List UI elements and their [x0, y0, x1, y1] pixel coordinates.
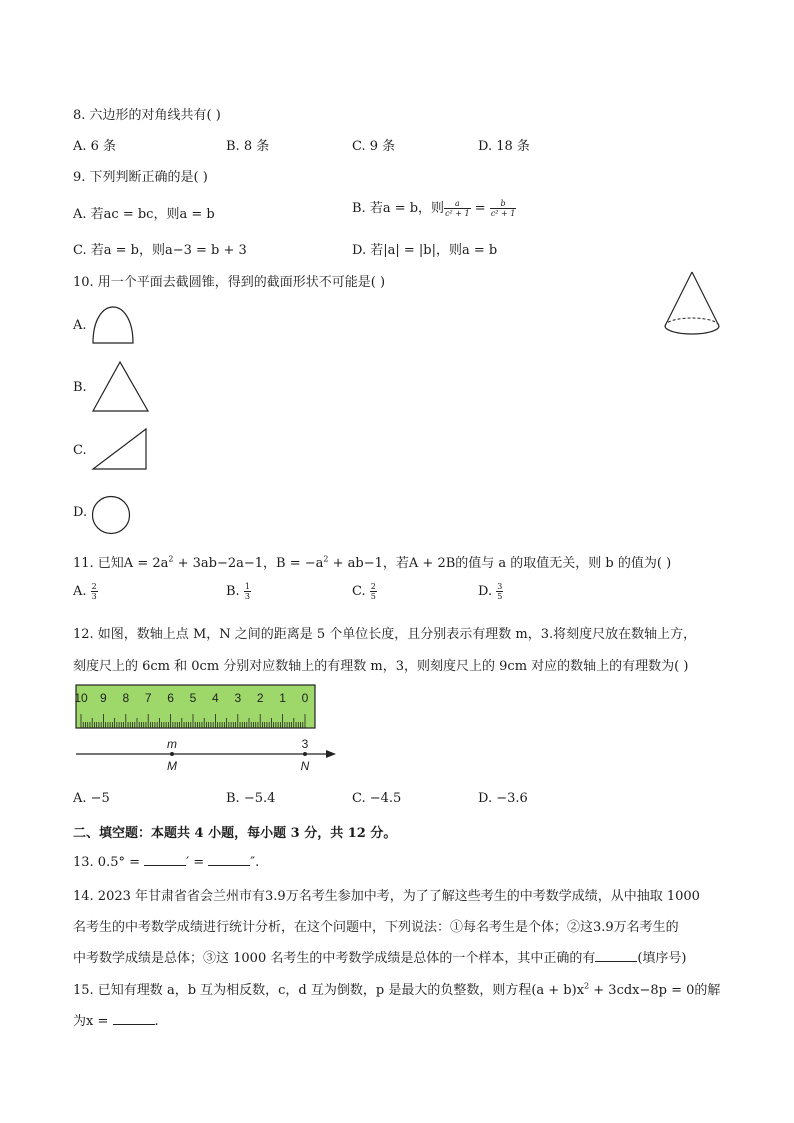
point-n: [303, 752, 307, 756]
parabola-section-shape: [90, 300, 136, 346]
cone-base-back: [665, 318, 719, 326]
ruler-tick-label: 1: [279, 691, 286, 705]
q9-option-b: [352, 197, 516, 218]
numerator: 1: [244, 582, 250, 591]
q8-option-b: B. 8 条: [226, 139, 270, 154]
label-m: m: [167, 737, 177, 751]
ruler-tick-label: 9: [100, 691, 107, 705]
q13: [73, 853, 259, 870]
answer-blank[interactable]: [595, 949, 637, 962]
answer-blank[interactable]: [208, 853, 250, 866]
fraction: [370, 582, 377, 601]
q11-option-d: [478, 582, 503, 601]
q15-part: 为x =: [73, 1014, 113, 1029]
q9-option-d: D. 若|a| = |b|，则a = b: [352, 243, 498, 258]
q9-option-a: A. 若ac = bc，则a = b: [73, 207, 215, 222]
fraction: [244, 582, 251, 601]
q8-stem: 8. 六边形的对角线共有( ): [73, 108, 221, 123]
q13-part: ″.: [250, 855, 260, 870]
ruler-tick-label: 0: [301, 691, 309, 705]
q11-stem-part: + ab−1，若A + 2B的值与 a 的取值无关，则 b 的值为( ): [328, 556, 672, 571]
q15-line1: [73, 979, 720, 998]
option-letter: A.: [73, 584, 87, 599]
exponent: 2: [323, 554, 329, 564]
q15-part: 15. 已知有理数 a，b 互为相反数，c，d 互为倒数，p 是最大的负整数，则方程(a + b)x: [73, 983, 585, 998]
denominator: c² + 1: [445, 209, 470, 218]
answer-blank[interactable]: [144, 853, 186, 866]
numerator: b: [490, 199, 517, 209]
ruler-tick-label: 6: [167, 691, 174, 705]
cone-right-edge: [692, 272, 719, 326]
ruler-tick-label: 10: [74, 691, 88, 705]
q12-option-c: C. −4.5: [352, 791, 402, 806]
q15-part: .: [154, 1014, 159, 1029]
point-m: [170, 752, 174, 756]
exponent: 2: [584, 981, 590, 991]
answer-blank[interactable]: [113, 1012, 155, 1025]
q9-option-c: C. 若a = b，则a−3 = b + 3: [73, 243, 247, 258]
q12-option-d: D. −3.6: [478, 791, 528, 806]
ruler-tick-label: 8: [122, 691, 130, 705]
denominator: 5: [370, 592, 376, 601]
q10-label-c: C.: [73, 443, 87, 458]
equals: =: [470, 201, 490, 216]
q12-line1: 12. 如图，数轴上点 M，N 之间的距离是 5 个单位长度，且分别表示有理数 m，3.将刻度尺放在数轴上方，: [73, 627, 697, 642]
q14-line3: [73, 947, 687, 966]
denominator: 3: [91, 592, 97, 601]
q14-line1: 14. 2023 年甘肃省省会兰州市有3.9万名考生参加中考，为了了解这些考生的中考数学成绩，从中抽取 1000: [73, 889, 700, 904]
q8-option-d: D. 18 条: [478, 139, 530, 154]
denominator: 3: [244, 592, 250, 601]
numerator: 3: [497, 582, 503, 591]
q14-line3-text: 中考数学成绩是总体；③这 1000 名考生的中考数学成绩是总体的一个样本，其中正确的有: [73, 951, 596, 966]
ruler-tick-label: 5: [189, 691, 197, 705]
q11-option-c: [352, 582, 377, 601]
q11-option-a: [73, 582, 98, 601]
ruler-and-number-line-figure: [70, 684, 342, 780]
cone-base-front: [665, 326, 719, 334]
section-heading: 二、填空题：本题共 4 小题，每小题 3 分，共 12 分。: [73, 826, 397, 841]
q8-option-c: C. 9 条: [352, 139, 396, 154]
q10-label-d: D.: [73, 505, 88, 520]
option-letter: C.: [352, 584, 366, 599]
number-line-arrow: [326, 750, 336, 758]
ruler-tick-label: 3: [234, 691, 242, 705]
triangle-shape: [90, 358, 152, 414]
q12-option-a: A. −5: [73, 791, 110, 806]
q15-part: + 3cdx−8p = 0的解: [589, 983, 721, 998]
q15-line2: [73, 1010, 159, 1029]
q10-label-b: B.: [73, 380, 87, 395]
circle-shape: [90, 494, 132, 536]
label-capital-m: M: [167, 759, 177, 773]
q12-option-b: B. −5.4: [226, 791, 276, 806]
q11-stem-part: 11. 已知A = 2a: [73, 556, 169, 571]
numerator: 2: [370, 582, 376, 591]
numerator: 2: [91, 582, 97, 591]
option-letter: B.: [226, 584, 240, 599]
q11-stem-part: + 3ab−2a−1，B = −a: [173, 556, 324, 571]
q13-part: 13. 0.5° =: [73, 855, 145, 870]
q8-option-a: A. 6 条: [73, 139, 117, 154]
label-3: 3: [301, 737, 309, 751]
q11-stem: [73, 552, 671, 571]
q9-stem: 9. 下列判断正确的是( ): [73, 170, 208, 185]
option-letter: D.: [478, 584, 493, 599]
fraction: [91, 582, 98, 601]
ruler-tick-label: 4: [212, 691, 219, 705]
denominator: 5: [497, 592, 503, 601]
q14-line3-end: (填序号): [637, 951, 687, 966]
ruler-tick-label: 7: [144, 691, 152, 705]
fraction: [496, 582, 503, 601]
q9-option-b-prefix: B. 若a = b，则: [352, 201, 445, 216]
label-capital-n: N: [300, 759, 310, 773]
denominator: c² + 1: [490, 209, 516, 218]
cone-figure: [660, 268, 724, 344]
fraction: [490, 199, 517, 218]
q12-line2: 刻度尺上的 6cm 和 0cm 分别对应数轴上的有理数 m，3，则刻度尺上的 9cm 对应的数轴上的有理数为( ): [73, 659, 689, 674]
q13-part: ′ =: [186, 855, 209, 870]
fraction: [444, 199, 471, 218]
right-triangle-shape: [90, 426, 150, 472]
q10-label-a: A.: [73, 318, 87, 333]
q11-option-b: [226, 582, 251, 601]
exponent: 2: [168, 554, 174, 564]
ruler-tick-label: 2: [256, 691, 264, 705]
numerator: a: [444, 199, 471, 209]
q14-line2: 名考生的中考数学成绩进行统计分析，在这个问题中，下列说法：①每名考生是个体；②这3.9万名考生的: [73, 920, 679, 935]
q10-stem: 10. 用一个平面去截圆锥，得到的截面形状不可能是( ): [73, 275, 386, 290]
